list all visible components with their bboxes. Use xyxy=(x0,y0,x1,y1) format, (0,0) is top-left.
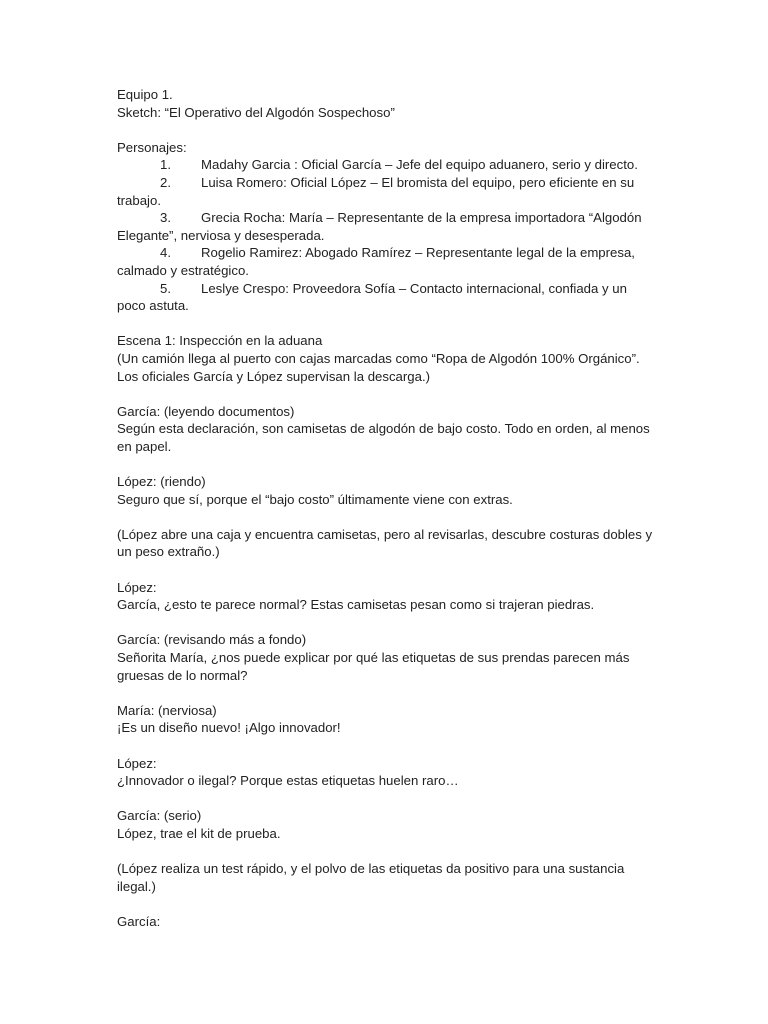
spacer xyxy=(117,121,657,139)
speaker-cue: López: (riendo) xyxy=(117,474,206,490)
character-text: Madahy Garcia : Oficial García – Jefe del equipo aduanero, serio y directo. xyxy=(201,157,638,173)
speaker-cue: López: xyxy=(117,579,157,595)
dialogue-line: García, ¿esto te parece normal? Estas camisetas pesan como si trajeran piedras. xyxy=(117,597,595,613)
character-text-continued: poco astuta. xyxy=(117,298,189,314)
character-item xyxy=(117,174,657,192)
spacer xyxy=(117,843,657,861)
speaker-cue: López: xyxy=(117,755,157,771)
document-page xyxy=(117,86,657,931)
character-number: 4. xyxy=(160,245,171,261)
speaker-cue: García: (leyendo documentos) xyxy=(117,403,295,419)
character-text: Leslye Crespo: Proveedora Sofía – Contacto internacional, confiada y un xyxy=(201,280,627,296)
character-item xyxy=(117,156,657,174)
spacer xyxy=(117,508,657,526)
stage-direction: (López abre una caja y encuentra camisetas, pero al revisarlas, descubre costuras dobles y xyxy=(117,526,653,542)
speaker-cue: María: (nerviosa) xyxy=(117,702,217,718)
character-item xyxy=(117,209,657,227)
character-text: Luisa Romero: Oficial López – El bromista del equipo, pero eficiente en su xyxy=(201,174,635,190)
spacer xyxy=(117,737,657,755)
dialogue-line: Seguro que sí, porque el “bajo costo” últimamente viene con extras. xyxy=(117,491,513,507)
spacer xyxy=(117,455,657,473)
team-label: Equipo 1. xyxy=(117,87,173,102)
dialogue-line: gruesas de lo normal? xyxy=(117,667,248,683)
speaker-cue: García: (revisando más a fondo) xyxy=(117,632,307,648)
dialogue-line: en papel. xyxy=(117,438,172,454)
stage-direction: Los oficiales García y López supervisan la descarga.) xyxy=(117,368,430,384)
spacer xyxy=(117,895,657,913)
stage-direction: un peso extraño.) xyxy=(117,544,220,560)
character-item xyxy=(117,280,657,298)
stage-direction: ilegal.) xyxy=(117,878,156,894)
spacer xyxy=(117,614,657,632)
character-number: 2. xyxy=(160,174,171,190)
dialogue-line: ¿Innovador o ilegal? Porque estas etiquetas huelen raro… xyxy=(117,773,459,789)
character-item xyxy=(117,244,657,262)
spacer xyxy=(117,790,657,808)
speaker-cue: García: xyxy=(117,913,161,929)
dialogue-line: López, trae el kit de prueba. xyxy=(117,825,281,841)
spacer xyxy=(117,561,657,579)
characters-heading: Personajes: xyxy=(117,139,187,155)
character-number: 5. xyxy=(160,280,171,296)
character-text-continued: Elegante”, nerviosa y desesperada. xyxy=(117,227,325,243)
spacer xyxy=(117,315,657,333)
dialogue-line: Según esta declaración, son camisetas de algodón de bajo costo. Todo en orden, al menos xyxy=(117,421,650,437)
character-number: 3. xyxy=(160,210,171,226)
dialogue-line: ¡Es un diseño nuevo! ¡Algo innovador! xyxy=(117,720,341,736)
scene-heading: Escena 1: Inspección en la aduana xyxy=(117,333,323,349)
character-number: 1. xyxy=(160,157,171,173)
character-text-continued: trabajo. xyxy=(117,192,161,208)
dialogue-line: Señorita María, ¿nos puede explicar por qué las etiquetas de sus prendas parecen más xyxy=(117,650,630,665)
sketch-title: Sketch: “El Operativo del Algodón Sospechoso” xyxy=(117,104,395,120)
stage-direction: (Un camión llega al puerto con cajas marcadas como “Ropa de Algodón 100% Orgánico”. xyxy=(117,350,640,366)
spacer xyxy=(117,385,657,403)
character-text-continued: calmado y estratégico. xyxy=(117,262,249,278)
character-text: Rogelio Ramirez: Abogado Ramírez – Representante legal de la empresa, xyxy=(201,245,635,261)
character-text: Grecia Rocha: María – Representante de la empresa importadora “Algodón xyxy=(201,210,642,226)
spacer xyxy=(117,684,657,702)
stage-direction: (López realiza un test rápido, y el polvo de las etiquetas da positivo para una sustancia xyxy=(117,861,625,877)
speaker-cue: García: (serio) xyxy=(117,808,202,824)
